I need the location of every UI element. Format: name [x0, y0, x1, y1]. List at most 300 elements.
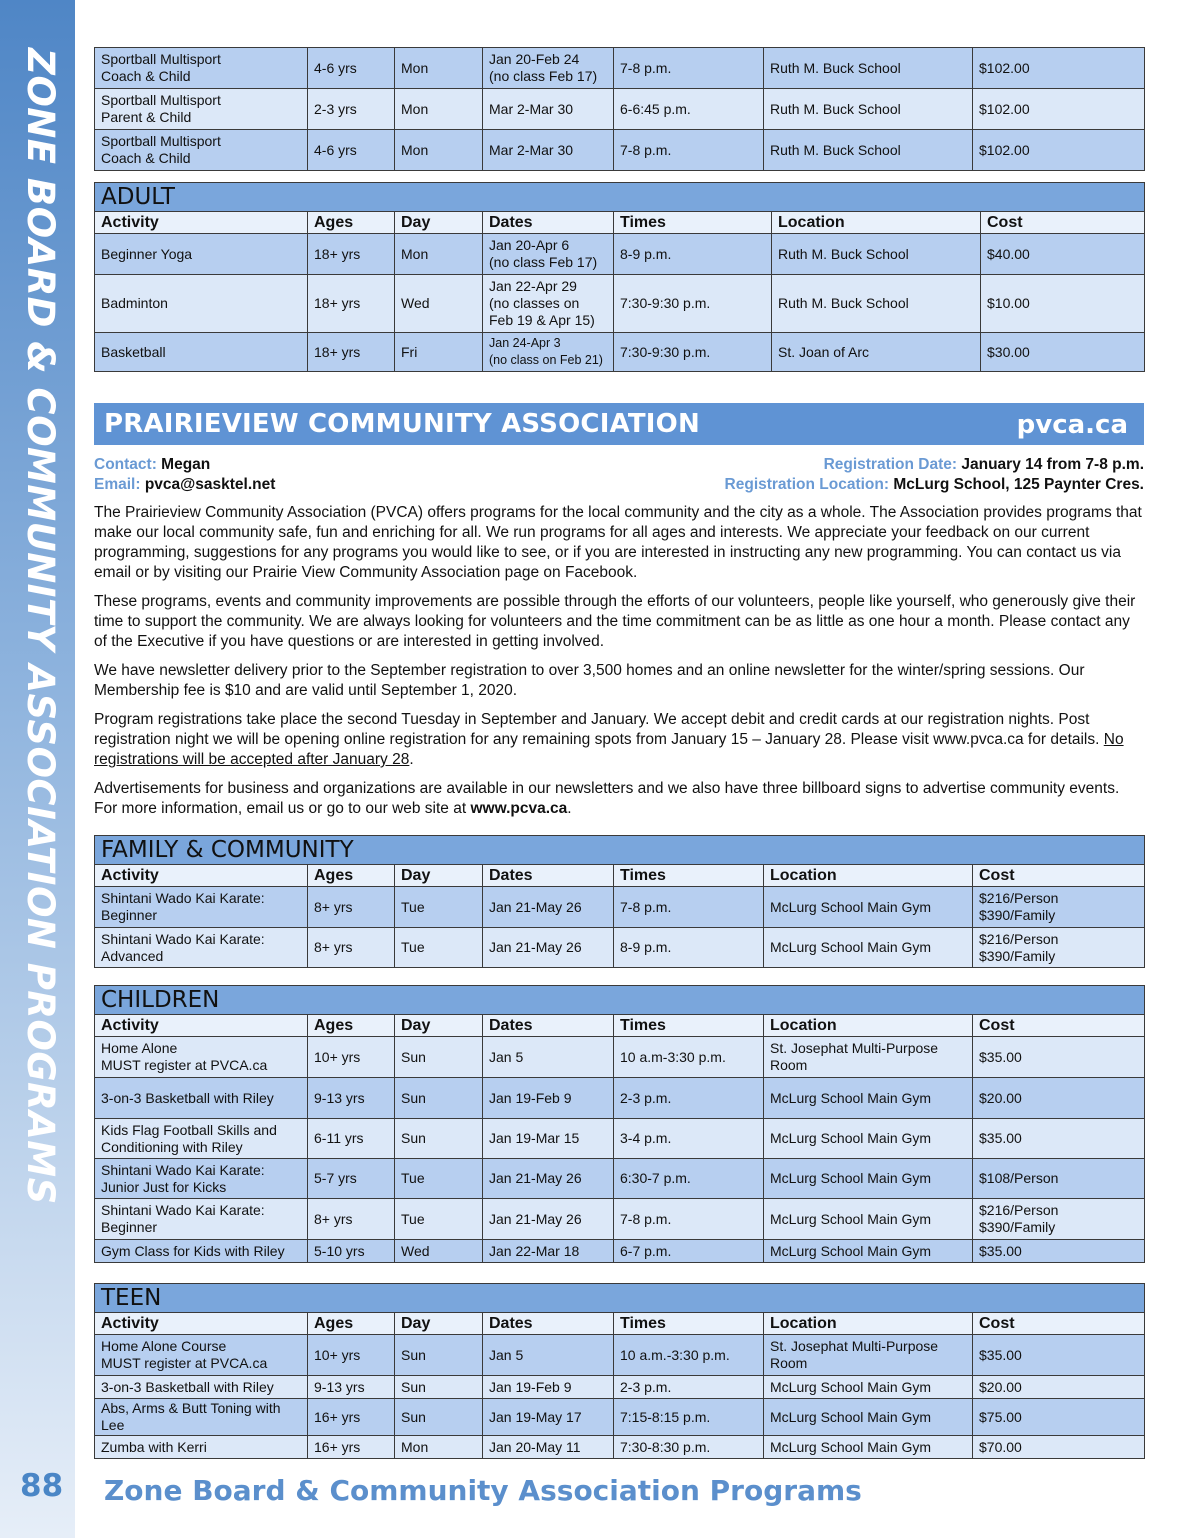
cell-activity — [95, 1335, 308, 1376]
cell-line: Zumba with Kerri — [101, 1438, 207, 1455]
table-row — [95, 130, 1145, 171]
cell-line: 6-11 yrs — [314, 1130, 364, 1146]
cell-line: Fri — [401, 343, 418, 360]
column-header-dates: Dates — [483, 1313, 614, 1335]
cell-day — [395, 234, 483, 275]
cell-line: Sportball Multisport — [101, 51, 221, 67]
cell-line: 7-8 p.m. — [620, 898, 672, 915]
cell-cost — [973, 1376, 1145, 1399]
column-header-times: Times — [614, 1015, 764, 1037]
cell-line: Jan 19-May 17 — [489, 1408, 582, 1425]
cell-line: Gym Class for Kids with Riley — [101, 1242, 285, 1259]
cell-line: Jan 22-Mar 18 — [489, 1242, 580, 1259]
cell-location — [764, 48, 973, 89]
registration-date-value: January 14 from 7-8 p.m. — [961, 456, 1144, 473]
cell-line: Sportball Multisport — [101, 92, 221, 108]
cell-line: 7-8 p.m. — [620, 59, 672, 76]
cell-dates — [483, 1159, 614, 1199]
column-header-dates: Dates — [483, 1015, 614, 1037]
cell-line: St. Josephat Multi-Purpose — [770, 1040, 939, 1056]
cell-line: $216/Person — [979, 930, 1059, 947]
cell-dates — [483, 234, 614, 275]
cell-line: 7-8 p.m. — [620, 141, 672, 158]
cell-activity — [95, 89, 308, 130]
cell-line: Ruth M. Buck School — [770, 59, 901, 76]
cell-cost — [973, 1078, 1145, 1119]
cell-ages — [308, 1199, 395, 1240]
cell-times — [614, 275, 772, 333]
cell-line: Sun — [401, 1089, 426, 1106]
paragraph-registration — [94, 710, 1144, 770]
cell-day — [395, 333, 483, 372]
cell-line: Beginner Yoga — [101, 245, 193, 262]
cell-line: 8-9 p.m. — [620, 245, 672, 262]
cell-line: Mon — [401, 59, 429, 76]
cell-times — [614, 48, 764, 89]
cell-times — [614, 1335, 764, 1376]
cell-day — [395, 89, 483, 130]
column-header-day: Day — [395, 212, 483, 234]
cell-times — [614, 928, 764, 968]
adult-table — [94, 182, 1145, 372]
cell-activity — [95, 1240, 308, 1263]
cell-location — [764, 1399, 973, 1436]
cell-cost — [973, 130, 1145, 171]
cell-location — [764, 1159, 973, 1199]
cell-line: 7:30-9:30 p.m. — [620, 295, 711, 311]
cell-ages — [308, 887, 395, 928]
cell-line: 3-on-3 Basketball with Riley — [101, 1378, 274, 1395]
cell-line: $35.00 — [979, 1242, 1022, 1259]
cell-line: $35.00 — [979, 1130, 1022, 1146]
cell-location — [764, 1436, 973, 1459]
cell-line: Mon — [401, 141, 429, 158]
column-header-ages: Ages — [308, 212, 395, 234]
cell-location — [764, 1119, 973, 1159]
cell-line: 9-13 yrs — [314, 1089, 365, 1106]
cell-line: Room — [770, 1057, 808, 1073]
cell-line: 2-3 yrs — [314, 100, 357, 117]
cell-times — [614, 89, 764, 130]
adult-section-title: ADULT — [95, 183, 1145, 212]
cell-dates — [483, 1078, 614, 1119]
cell-line: Mon — [401, 1438, 429, 1455]
cell-line: $10.00 — [987, 295, 1030, 311]
cell-line: $20.00 — [979, 1089, 1022, 1106]
cell-line: Jan 20-Feb 24 — [489, 51, 580, 67]
cell-cost — [973, 1335, 1145, 1376]
column-header-day: Day — [395, 1313, 483, 1335]
cell-day — [395, 1335, 483, 1376]
cell-line: Beginner — [101, 907, 158, 923]
cell-line: Coach & Child — [101, 68, 191, 84]
cell-line: McLurg School Main Gym — [770, 1242, 932, 1259]
table-row — [95, 887, 1145, 928]
cell-activity — [95, 130, 308, 171]
column-header-activity: Activity — [95, 1313, 308, 1335]
cell-line: (no class Feb 17) — [489, 68, 598, 84]
cell-cost — [973, 928, 1145, 968]
contact-value: Megan — [161, 456, 211, 473]
cell-day — [395, 1119, 483, 1159]
sidebar — [0, 0, 75, 1538]
advertising-period: . — [567, 800, 572, 817]
cell-line: 5-10 yrs — [314, 1242, 365, 1259]
cell-line: McLurg School Main Gym — [770, 1130, 932, 1146]
cell-activity — [95, 1119, 308, 1159]
website-link[interactable]: www.pcva.ca — [470, 800, 568, 817]
cell-line: Jan 21-May 26 — [489, 939, 582, 955]
cell-line: Jan 19-Feb 9 — [489, 1089, 572, 1106]
cell-dates — [483, 928, 614, 968]
column-header-location: Location — [764, 1313, 973, 1335]
column-header-activity: Activity — [95, 865, 308, 887]
cell-line: 8+ yrs — [314, 898, 353, 915]
cell-line: McLurg School Main Gym — [770, 1170, 932, 1186]
cell-line: St. Joan of Arc — [778, 343, 870, 360]
column-header-cost: Cost — [973, 1015, 1145, 1037]
cell-line: Jan 21-May 26 — [489, 1210, 582, 1227]
cell-location — [764, 1240, 973, 1263]
cell-line: Kids Flag Football Skills and — [101, 1121, 277, 1138]
cell-line: $216/Person — [979, 1202, 1059, 1218]
cell-day — [395, 1436, 483, 1459]
teen-section-title: TEEN — [95, 1284, 1145, 1313]
cell-activity — [95, 48, 308, 89]
footer-title: Zone Board & Community Association Programs — [104, 1474, 862, 1507]
cell-cost — [973, 48, 1145, 89]
sidebar-title: ZONE BOARD & COMMUNITY ASSOCIATION PROGRAMS — [19, 48, 62, 1205]
cell-location — [764, 1037, 973, 1078]
cell-dates — [483, 1240, 614, 1263]
cell-cost — [973, 887, 1145, 928]
cell-dates — [483, 1119, 614, 1159]
cell-ages — [308, 1119, 395, 1159]
table-row — [95, 275, 1145, 333]
cell-location — [772, 234, 981, 275]
pvca-description — [94, 503, 1144, 828]
cell-line: Feb 19 & Apr 15) — [489, 312, 595, 328]
table-row — [95, 1037, 1145, 1078]
registration-date-label: Registration Date: — [823, 456, 958, 473]
cell-ages — [308, 333, 395, 372]
cell-location — [772, 333, 981, 372]
cell-location — [764, 130, 973, 171]
cell-line: Jan 20-Apr 6 — [489, 237, 570, 253]
family-section-title: FAMILY & COMMUNITY — [95, 836, 1145, 865]
email-link[interactable]: pvca@sasktel.net — [144, 476, 276, 493]
registration-text: Program registrations take place the second Tuesday in September and January. We accept debit and credit cards at our registration nights. Post registration night we will be opening online registration for any remaining spots from January 15 – January 28. Please visit www.pvca.ca for details. — [94, 711, 1104, 748]
cell-dates — [483, 130, 614, 171]
cell-line: (no class on Feb 21) — [489, 353, 603, 367]
cell-cost — [973, 1159, 1145, 1199]
cell-line: 5-7 yrs — [314, 1170, 357, 1186]
cell-line: Wed — [401, 1242, 430, 1259]
cell-line: Jan 21-May 26 — [489, 1170, 582, 1186]
column-header-times: Times — [614, 865, 764, 887]
cell-line: $216/Person — [979, 890, 1059, 906]
cell-line: Badminton — [101, 295, 168, 311]
cell-line: $102.00 — [979, 100, 1030, 117]
cell-activity — [95, 1159, 308, 1199]
cell-cost — [973, 1399, 1145, 1436]
table-row — [95, 48, 1145, 89]
cell-line: 7:30-9:30 p.m. — [620, 343, 711, 360]
cell-line: $102.00 — [979, 59, 1030, 76]
column-header-times: Times — [614, 1313, 764, 1335]
table-row — [95, 1376, 1145, 1399]
cell-line: $75.00 — [979, 1408, 1022, 1425]
cell-day — [395, 1199, 483, 1240]
column-header-day: Day — [395, 865, 483, 887]
cell-line: Home Alone Course — [101, 1338, 227, 1354]
cell-dates — [483, 275, 614, 333]
cell-location — [764, 89, 973, 130]
sportball-table — [94, 47, 1145, 171]
cell-times — [614, 1376, 764, 1399]
cell-cost — [973, 1199, 1145, 1240]
cell-line: 18+ yrs — [314, 245, 361, 262]
cell-line: 7-8 p.m. — [620, 1210, 672, 1227]
cell-line: 9-13 yrs — [314, 1378, 365, 1395]
cell-line: McLurg School Main Gym — [770, 1210, 932, 1227]
cell-line: 6-6:45 p.m. — [620, 100, 691, 117]
cell-line: (no class Feb 17) — [489, 254, 598, 270]
cell-line: $390/Family — [979, 1219, 1056, 1235]
cell-cost — [973, 1240, 1145, 1263]
paragraph-advertising — [94, 779, 1144, 819]
cell-line: Jan 24-Apr 3 — [489, 336, 561, 350]
pvca-banner — [94, 403, 1144, 445]
table-row — [95, 234, 1145, 275]
cell-line: $108/Person — [979, 1170, 1059, 1186]
cell-ages — [308, 1376, 395, 1399]
cell-line: (no classes on — [489, 295, 580, 311]
cell-line: $102.00 — [979, 141, 1030, 158]
cell-line: Conditioning with Riley — [101, 1138, 243, 1155]
cell-ages — [308, 48, 395, 89]
cell-location — [764, 1078, 973, 1119]
cell-location — [772, 275, 981, 333]
cell-line: Junior Just for Kicks — [101, 1178, 227, 1195]
cell-activity — [95, 887, 308, 928]
cell-line: 18+ yrs — [314, 295, 361, 311]
column-header-ages: Ages — [308, 865, 395, 887]
cell-line: Room — [770, 1355, 808, 1371]
cell-line: 8+ yrs — [314, 1210, 353, 1227]
cell-day — [395, 1159, 483, 1199]
column-header-ages: Ages — [308, 1015, 395, 1037]
cell-line: 2-3 p.m. — [620, 1378, 672, 1395]
cell-location — [764, 928, 973, 968]
table-row — [95, 928, 1145, 968]
cell-line: $390/Family — [979, 907, 1056, 923]
cell-cost — [981, 275, 1145, 333]
column-header-cost: Cost — [981, 212, 1145, 234]
cell-times — [614, 1240, 764, 1263]
cell-ages — [308, 1399, 395, 1436]
cell-line: McLurg School Main Gym — [770, 1378, 932, 1395]
cell-line: $40.00 — [987, 245, 1030, 262]
column-header-ages: Ages — [308, 1313, 395, 1335]
cell-activity — [95, 333, 308, 372]
cell-line: 10+ yrs — [314, 1346, 361, 1363]
cell-line: 18+ yrs — [314, 343, 361, 360]
cell-day — [395, 130, 483, 171]
cell-ages — [308, 234, 395, 275]
cell-line: 7:30-8:30 p.m. — [620, 1438, 711, 1455]
cell-line: McLurg School Main Gym — [770, 1438, 932, 1455]
cell-cost — [973, 89, 1145, 130]
cell-line: $35.00 — [979, 1048, 1022, 1065]
cell-line: Advanced — [101, 947, 164, 964]
pvca-contact-block — [94, 455, 1144, 497]
cell-line: Sun — [401, 1408, 426, 1425]
cell-day — [395, 1399, 483, 1436]
cell-line: McLurg School Main Gym — [770, 939, 932, 955]
cell-day — [395, 928, 483, 968]
cell-dates — [483, 1335, 614, 1376]
cell-line: $70.00 — [979, 1438, 1022, 1455]
cell-line: 8+ yrs — [314, 939, 353, 955]
column-header-activity: Activity — [95, 1015, 308, 1037]
pvca-url-link[interactable]: pvca.ca — [1016, 410, 1128, 440]
cell-line: 10 a.m-3:30 p.m. — [620, 1048, 726, 1065]
cell-activity — [95, 1078, 308, 1119]
column-header-location: Location — [764, 1015, 973, 1037]
cell-times — [614, 234, 772, 275]
cell-line: 6:30-7 p.m. — [620, 1170, 691, 1186]
cell-line: Mar 2-Mar 30 — [489, 100, 574, 117]
cell-line: Jan 21-May 26 — [489, 898, 582, 915]
cell-line: Mar 2-Mar 30 — [489, 141, 574, 158]
cell-times — [614, 1037, 764, 1078]
cell-line: 4-6 yrs — [314, 141, 357, 158]
cell-ages — [308, 1037, 395, 1078]
cell-line: 16+ yrs — [314, 1438, 361, 1455]
cell-line: Tue — [401, 898, 425, 915]
cell-dates — [483, 1436, 614, 1459]
cell-line: Beginner — [101, 1219, 158, 1235]
cell-ages — [308, 130, 395, 171]
cell-dates — [483, 1399, 614, 1436]
registration-deadline: No registrations will be accepted after January 28 — [94, 731, 1124, 768]
cell-line: Ruth M. Buck School — [770, 100, 901, 117]
cell-cost — [973, 1119, 1145, 1159]
cell-location — [764, 1376, 973, 1399]
column-header-dates: Dates — [483, 212, 614, 234]
cell-line: Sun — [401, 1048, 426, 1065]
table-row — [95, 333, 1145, 372]
cell-day — [395, 275, 483, 333]
cell-ages — [308, 1240, 395, 1263]
cell-dates — [483, 1037, 614, 1078]
cell-line: Jan 22-Apr 29 — [489, 278, 577, 294]
cell-cost — [981, 333, 1145, 372]
column-header-times: Times — [614, 212, 772, 234]
table-row — [95, 1240, 1145, 1263]
cell-times — [614, 1078, 764, 1119]
cell-ages — [308, 1436, 395, 1459]
cell-line: $20.00 — [979, 1378, 1022, 1395]
cell-line: $390/Family — [979, 947, 1056, 964]
cell-line: Mon — [401, 245, 429, 262]
cell-times — [614, 130, 764, 171]
cell-activity — [95, 1399, 308, 1436]
cell-line: Mon — [401, 100, 429, 117]
column-header-cost: Cost — [973, 1313, 1145, 1335]
cell-line: Abs, Arms & Butt Toning with Lee — [101, 1400, 281, 1433]
cell-times — [614, 1119, 764, 1159]
cell-location — [764, 887, 973, 928]
cell-ages — [308, 1335, 395, 1376]
cell-line: $30.00 — [987, 343, 1030, 360]
cell-line: Jan 5 — [489, 1346, 524, 1363]
cell-cost — [981, 234, 1145, 275]
family-table — [94, 835, 1145, 968]
column-header-cost: Cost — [973, 865, 1145, 887]
cell-line: Basketball — [101, 343, 166, 360]
cell-dates — [483, 48, 614, 89]
cell-line: Shintani Wado Kai Karate: — [101, 930, 265, 947]
cell-cost — [973, 1436, 1145, 1459]
pvca-title: PRAIRIEVIEW COMMUNITY ASSOCIATION — [104, 409, 700, 439]
cell-ages — [308, 1078, 395, 1119]
page-number: 88 — [20, 1468, 64, 1504]
contact-label: Contact: — [94, 456, 157, 473]
cell-day — [395, 1240, 483, 1263]
cell-day — [395, 1037, 483, 1078]
cell-line: Shintani Wado Kai Karate: — [101, 1161, 265, 1178]
column-header-location: Location — [764, 865, 973, 887]
cell-line: McLurg School Main Gym — [770, 1408, 932, 1425]
cell-line: McLurg School Main Gym — [770, 1089, 932, 1106]
table-row — [95, 1399, 1145, 1436]
cell-dates — [483, 89, 614, 130]
cell-line: MUST register at PVCA.ca — [101, 1057, 268, 1073]
cell-line: St. Josephat Multi-Purpose — [770, 1338, 939, 1354]
cell-line: Shintani Wado Kai Karate: — [101, 1202, 265, 1218]
cell-cost — [973, 1037, 1145, 1078]
table-row — [95, 1078, 1145, 1119]
cell-times — [614, 1199, 764, 1240]
children-table — [94, 985, 1145, 1263]
cell-location — [764, 1335, 973, 1376]
cell-times — [614, 887, 764, 928]
cell-line: MUST register at PVCA.ca — [101, 1355, 268, 1371]
cell-day — [395, 1376, 483, 1399]
cell-ages — [308, 1159, 395, 1199]
cell-day — [395, 1078, 483, 1119]
cell-day — [395, 887, 483, 928]
cell-ages — [308, 89, 395, 130]
cell-line: Sun — [401, 1130, 426, 1146]
cell-line: Tue — [401, 939, 425, 955]
table-row — [95, 1199, 1145, 1240]
cell-activity — [95, 275, 308, 333]
registration-location-label: Registration Location: — [724, 476, 890, 493]
table-row — [95, 1119, 1145, 1159]
cell-dates — [483, 333, 614, 372]
children-section-title: CHILDREN — [95, 986, 1145, 1015]
cell-line: Coach & Child — [101, 150, 191, 166]
cell-line: Parent & Child — [101, 109, 192, 125]
cell-line: 3-on-3 Basketball with Riley — [101, 1089, 274, 1106]
cell-line: Sun — [401, 1346, 426, 1363]
cell-line: 3-4 p.m. — [620, 1130, 672, 1146]
cell-times — [614, 1399, 764, 1436]
teen-table — [94, 1283, 1145, 1459]
